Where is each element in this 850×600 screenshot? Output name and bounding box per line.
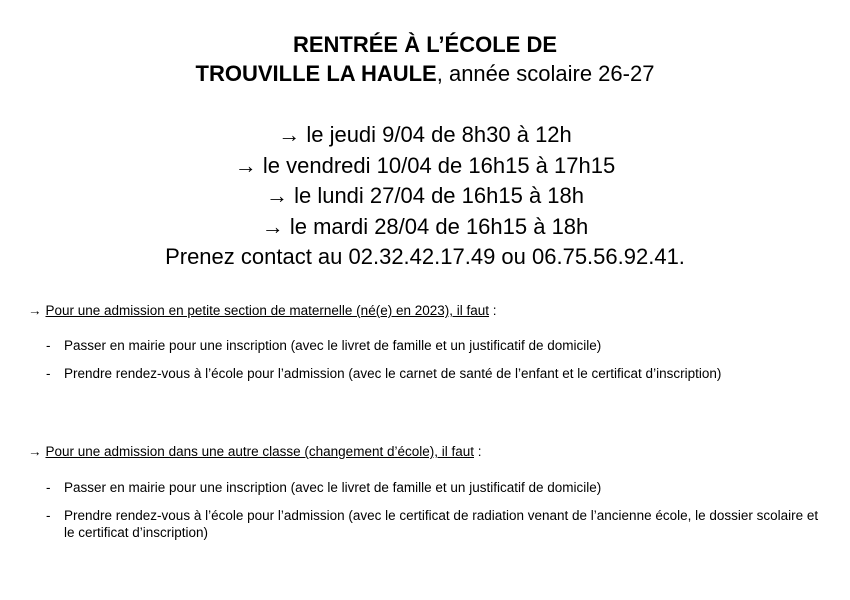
section-autre-classe xyxy=(28,443,828,552)
date-line: → le mardi 28/04 de 16h15 à 18h xyxy=(261,213,589,239)
title-line-2 xyxy=(0,59,850,88)
section-petite-section xyxy=(28,302,828,393)
dash-bullet-icon: - xyxy=(46,338,51,353)
date-line: → le lundi 27/04 de 16h15 à 18h xyxy=(265,183,585,208)
dash-bullet-icon: - xyxy=(46,508,51,523)
section-heading-suffix: : xyxy=(489,303,497,318)
arrow-icon: → xyxy=(28,444,42,459)
section-heading-suffix: : xyxy=(474,444,482,459)
section-heading xyxy=(28,302,828,319)
requirements-list xyxy=(28,479,828,541)
list-item xyxy=(28,365,828,382)
list-item xyxy=(28,479,828,496)
contact-line: Prenez contact au 02.32.42.17.49 ou 06.75.56.92.41. xyxy=(165,244,685,269)
school-name: TROUVILLE LA HAULE xyxy=(195,61,437,86)
section-heading xyxy=(28,443,828,460)
dash-bullet-icon: - xyxy=(46,480,51,495)
dash-bullet-icon: - xyxy=(46,366,51,381)
requirements-list xyxy=(28,337,828,382)
list-item-text: Passer en mairie pour une inscription (avec le livret de famille et un justificatif de domicile) xyxy=(64,480,602,495)
arrow-icon: → xyxy=(28,303,42,318)
school-year: , année scolaire 26-27 xyxy=(436,61,655,86)
title-line-1: RENTRÉE À L’ÉCOLE DE xyxy=(292,32,558,57)
list-item xyxy=(28,337,828,354)
section-heading-text: Pour une admission dans une autre classe (changement d’école), il faut xyxy=(45,444,474,459)
section-heading-text: Pour une admission en petite section de maternelle (né(e) en 2023), il faut xyxy=(45,303,490,318)
list-item-text: Prendre rendez-vous à l’école pour l’admission (avec le carnet de santé de l’enfant et le certificat d’inscription) xyxy=(64,366,722,381)
list-item-text: Prendre rendez-vous à l’école pour l’admission (avec le certificat de radiation venant de l’ancienne école, le dossier scolaire et le certificat d’inscription) xyxy=(64,508,819,540)
date-line: → le vendredi 10/04 de 16h15 à 17h15 xyxy=(234,152,616,178)
list-item xyxy=(28,507,828,541)
list-item-text: Passer en mairie pour une inscription (avec le livret de famille et un justificatif de domicile) xyxy=(64,338,602,353)
title-block xyxy=(0,30,850,88)
dates-block xyxy=(0,120,850,273)
date-line: → le jeudi 9/04 de 8h30 à 12h xyxy=(278,122,572,147)
